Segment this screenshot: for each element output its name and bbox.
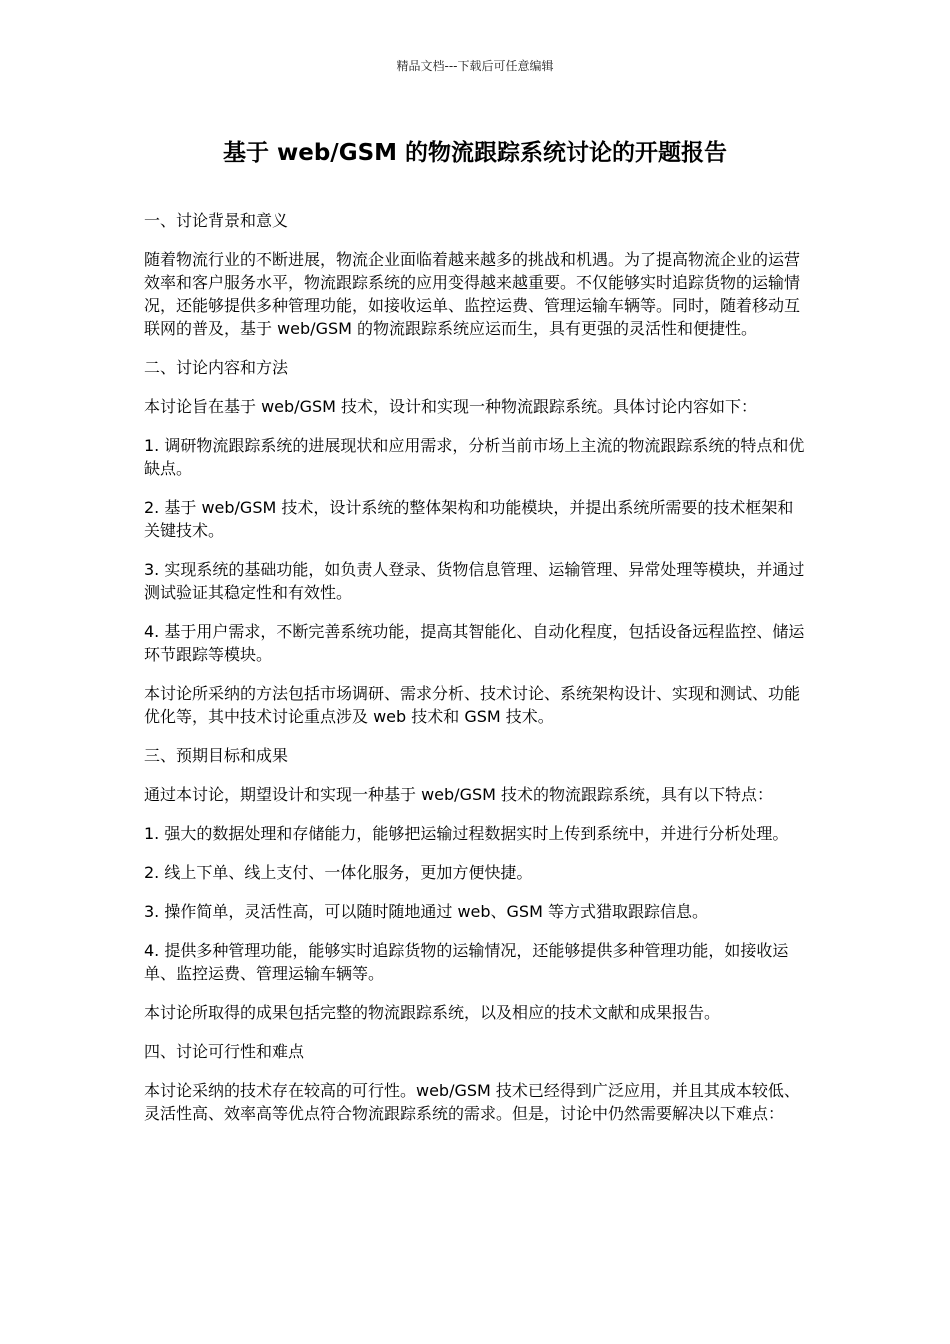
paragraph-content-intro: 本讨论旨在基于 web/GSM 技术，设计和实现一种物流跟踪系统。具体讨论内容如下：: [144, 397, 758, 416]
list-item-content-2: 2. 基于 web/GSM 技术，设计系统的整体架构和功能模块，并提出系统所需要的技术框架和关键技术。: [144, 498, 794, 540]
document-body: [144, 209, 808, 1141]
section-heading-content-methods: 二、讨论内容和方法: [144, 358, 289, 377]
section-heading-feasibility: 四、讨论可行性和难点: [144, 1042, 305, 1061]
list-item-goal-2: 2. 线上下单、线上支付、一体化服务，更加方便快捷。: [144, 863, 533, 882]
paragraph-outcomes: 本讨论所取得的成果包括完整的物流跟踪系统，以及相应的技术文献和成果报告。: [144, 1003, 721, 1022]
list-item-content-3: 3. 实现系统的基础功能，如负责人登录、货物信息管理、运输管理、异常处理等模块，并通过测试验证其稳定性和有效性。: [144, 560, 805, 602]
paragraph-goals-intro: 通过本讨论，期望设计和实现一种基于 web/GSM 技术的物流跟踪系统，具有以下特点：: [144, 785, 774, 804]
list-item-content-4: 4. 基于用户需求，不断完善系统功能，提高其智能化、自动化程度，包括设备远程监控、储运环节跟踪等模块。: [144, 622, 805, 664]
list-item-goal-4: 4. 提供多种管理功能，能够实时追踪货物的运输情况，还能够提供多种管理功能，如接收运单、监控运费、管理运输车辆等。: [144, 941, 789, 983]
list-item-goal-1: 1. 强大的数据处理和存储能力，能够把运输过程数据实时上传到系统中，并进行分析处理。: [144, 824, 789, 843]
header-note: 精品文档---下载后可任意编辑: [396, 59, 554, 73]
paragraph-methods: 本讨论所采纳的方法包括市场调研、需求分析、技术讨论、系统架构设计、实现和测试、功能优化等，其中技术讨论重点涉及 web 技术和 GSM 技术。: [144, 684, 801, 726]
list-item-goal-3: 3. 操作简单，灵活性高，可以随时随地通过 web、GSM 等方式猎取跟踪信息。: [144, 902, 708, 921]
section-heading-goals: 三、预期目标和成果: [144, 746, 289, 765]
list-item-content-1: 1. 调研物流跟踪系统的进展现状和应用需求，分析当前市场上主流的物流跟踪系统的特点和优缺点。: [144, 436, 805, 478]
paragraph-background: 随着物流行业的不断进展，物流企业面临着越来越多的挑战和机遇。为了提高物流企业的运营效率和客户服务水平，物流跟踪系统的应用变得越来越重要。不仅能够实时追踪货物的运输情况，还能够提供多种管理功能，如接收运单、监控运费、管理运输车辆等。同时，随着移动互联网的普及，基于 web/GSM 的物流跟踪系统应运而生，具有更强的灵活性和便捷性。: [144, 250, 801, 338]
section-heading-background: 一、讨论背景和意义: [144, 211, 289, 230]
page-title: 基于 web/GSM 的物流跟踪系统讨论的开题报告: [222, 140, 728, 166]
paragraph-feasibility: 本讨论采纳的技术存在较高的可行性。web/GSM 技术已经得到广泛应用，并且其成本较低、灵活性高、效率高等优点符合物流跟踪系统的需求。但是，讨论中仍然需要解决以下难点：: [144, 1081, 800, 1123]
